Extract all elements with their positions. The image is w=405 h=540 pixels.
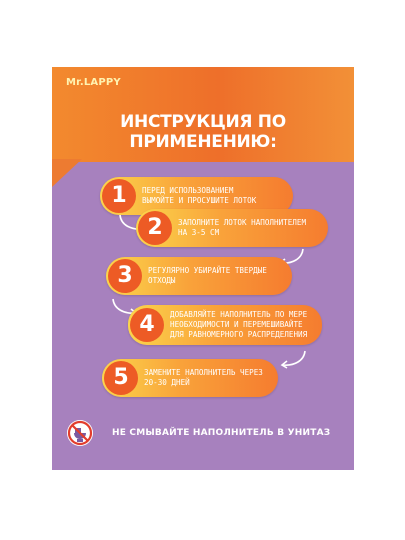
step-number-5: 5	[104, 361, 138, 395]
step-4	[128, 305, 322, 345]
no-toilet-icon	[66, 419, 94, 447]
step-number-4: 4	[130, 308, 164, 342]
step-2	[136, 209, 328, 247]
step-text-2: ЗАПОЛНИТЕ ЛОТОК НАПОЛНИТЕЛЕМ НА 3-5 СМ	[178, 218, 307, 237]
banner-corner	[52, 159, 82, 187]
arrow-curve-icon	[278, 349, 308, 371]
step-5	[102, 359, 278, 397]
step-number-3: 3	[108, 259, 142, 293]
step-text-4: ДОБАВЛЯЙТЕ НАПОЛНИТЕЛЬ ПО МЕРЕ НЕОБХОДИМОСТИ И ПЕРЕМЕШИВАЙТЕ ДЛЯ РАВНОМЕРНОГО РАСПРЕДЕЛЕНИЯ	[170, 310, 308, 339]
step-number-1: 1	[102, 179, 136, 213]
warning-text: НЕ СМЫВАЙТЕ НАПОЛНИТЕЛЬ В УНИТАЗ	[112, 428, 331, 438]
step-text-5: ЗАМЕНИТЕ НАПОЛНИТЕЛЬ ЧЕРЕЗ 20-30 ДНЕЙ	[144, 368, 263, 387]
step-text-3: РЕГУЛЯРНО УБИРАЙТЕ ТВЕРДЫЕ ОТХОДЫ	[148, 266, 267, 285]
step-number-2: 2	[138, 211, 172, 245]
brand-logo: Mr.LAPPY	[66, 77, 121, 88]
step-text-1: ПЕРЕД ИСПОЛЬЗОВАНИЕМ ВЫМОЙТЕ И ПРОСУШИТЕ ЛОТОК	[142, 186, 257, 205]
page-title: ИНСТРУКЦИЯ ПО ПРИМЕНЕНИЮ:	[120, 112, 286, 152]
step-3	[106, 257, 292, 295]
instruction-card	[52, 67, 354, 470]
